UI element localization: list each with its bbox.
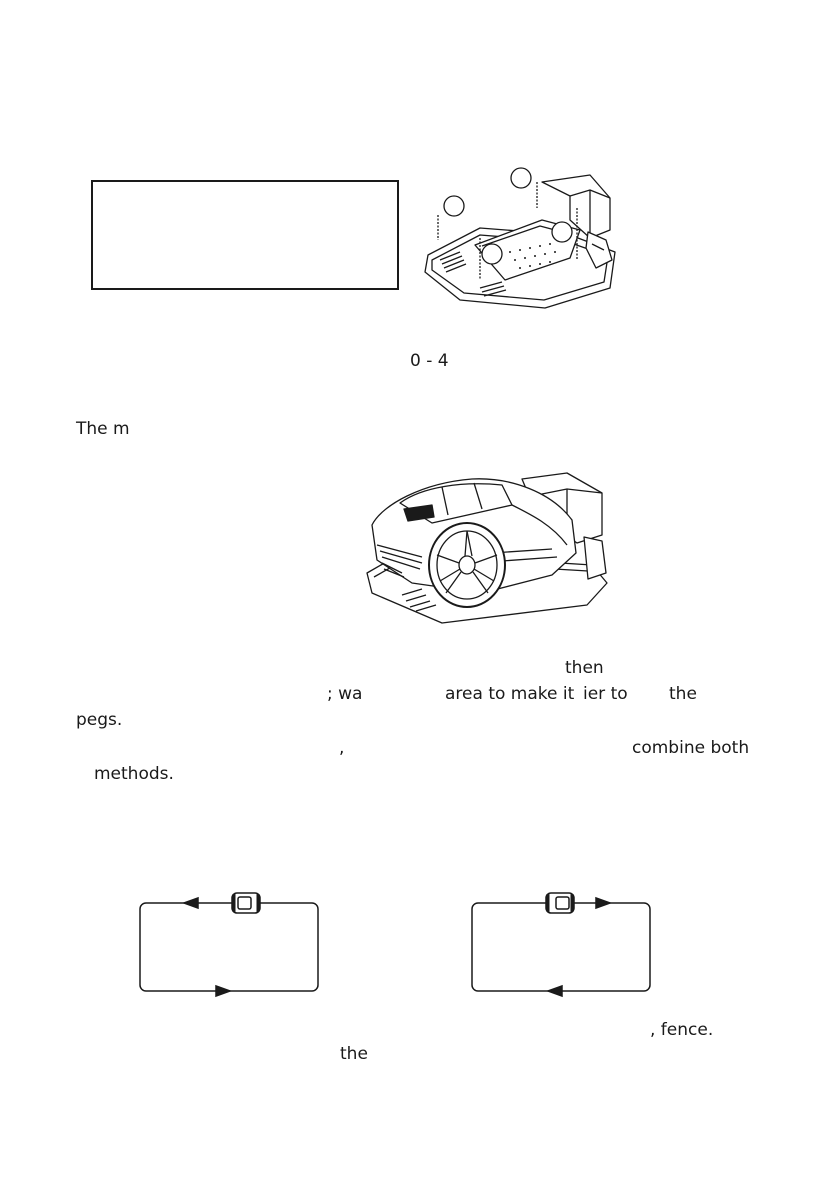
the-m-text: The m bbox=[76, 419, 130, 439]
mower-docked-illustration bbox=[362, 465, 612, 625]
range-text: 0 - 4 bbox=[410, 351, 449, 371]
combine-both-text: combine both bbox=[632, 738, 750, 758]
note-box bbox=[91, 180, 399, 290]
wa-text: ; wa bbox=[327, 684, 363, 704]
then-text: then bbox=[565, 658, 604, 678]
pegs-text: pegs. bbox=[76, 710, 123, 730]
ier-to-text: ier to bbox=[583, 684, 628, 704]
comma-text: , bbox=[339, 738, 345, 758]
wire-loop-diagram-left bbox=[138, 886, 322, 996]
the-text-2: the bbox=[340, 1044, 368, 1064]
charging-station-screw-illustration bbox=[420, 160, 620, 310]
wire-loop-diagram-right bbox=[470, 886, 654, 996]
the-text-1: the bbox=[669, 684, 697, 704]
methods-text: methods. bbox=[94, 764, 174, 784]
fence-text: , fence. bbox=[650, 1020, 714, 1040]
area-to-make-it-text: area to make it bbox=[445, 684, 575, 704]
